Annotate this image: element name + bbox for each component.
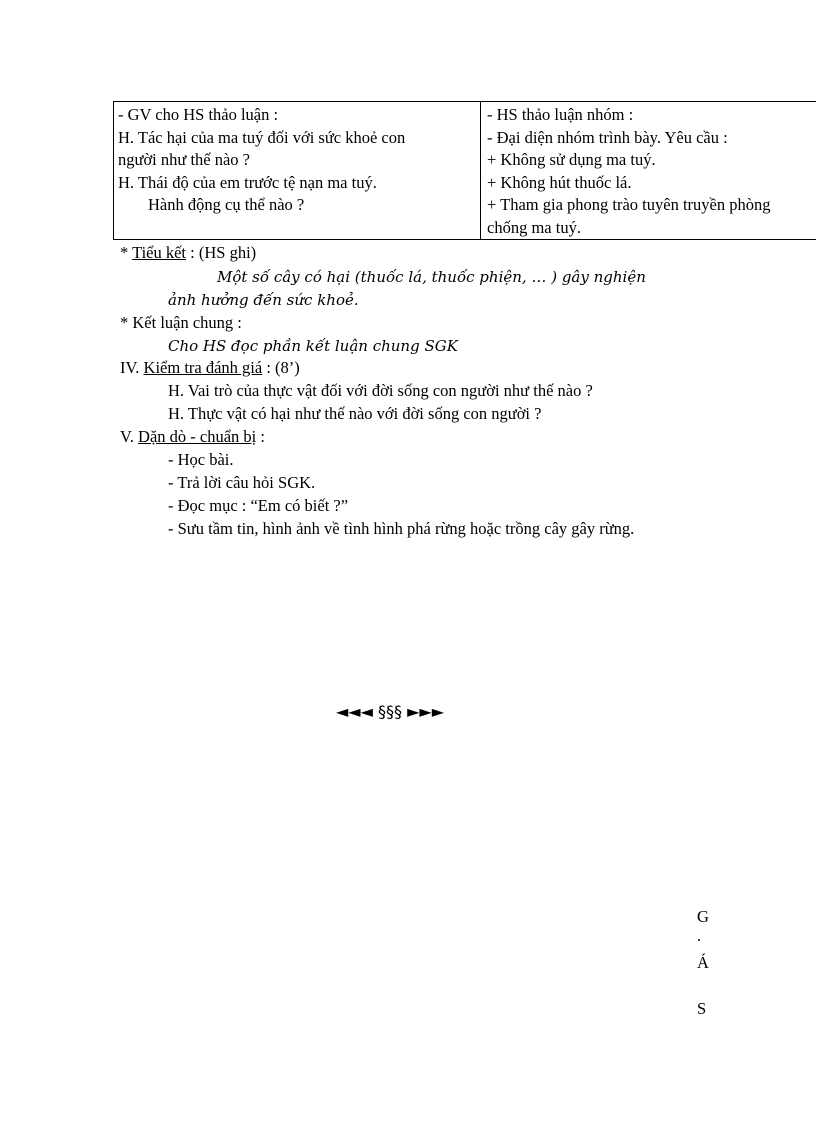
tieu-ket-heading: * Tiểu kết : (HS ghi) [120, 243, 257, 262]
dan-do-item: - Trả lời câu hỏi SGK. [168, 473, 316, 492]
side-letter [697, 975, 709, 998]
side-letter: Á [697, 953, 709, 972]
tieu-ket-label: Tiểu kết [132, 243, 187, 262]
kiem-tra-label: Kiểm tra đánh giá [143, 358, 263, 377]
student-line: - HS thảo luận nhóm : [487, 105, 634, 124]
student-column [481, 102, 816, 239]
teacher-line: người như thế nào ? [118, 150, 250, 170]
activity-table [113, 101, 816, 240]
student-line: chống ma tuý. [487, 217, 581, 237]
dan-do-heading: V. Dặn dò - chuẩn bị : [120, 427, 265, 446]
student-line: - Đại diện nhóm trình bày. Yêu cầu : [487, 127, 728, 147]
side-letter: . [697, 926, 702, 945]
ket-luan-heading: * Kết luận chung : [120, 313, 242, 332]
teacher-column [114, 102, 481, 239]
student-line: + Không hút thuốc lá. [487, 172, 632, 192]
teacher-line: H. Tác hại của ma tuý đối với sức khoẻ con [118, 127, 406, 147]
ket-luan-line: Cho HS đọc phần kết luận chung SGK [168, 337, 458, 355]
student-line: + Tham gia phong trào tuyên truyền phòng [487, 195, 771, 215]
student-line: + Không sử dụng ma tuý. [487, 150, 656, 170]
dan-do-label: Dặn dò - chuẩn bị [138, 427, 257, 446]
side-letters [697, 906, 709, 1021]
kiem-tra-question-2: H. Thực vật có hại như thế nào với đời sống con người ? [168, 404, 542, 423]
tieu-ket-line-2: ảnh hưởng đến sức khoẻ. [168, 291, 359, 309]
side-letter: S [697, 999, 707, 1018]
dan-do-item: - Sưu tầm tin, hình ảnh về tình hình phá rừng hoặc trồng cây gây rừng. [168, 519, 635, 538]
teacher-line: - GV cho HS thảo luận : [118, 105, 279, 124]
dan-do-item: - Đọc mục : “Em có biết ?” [168, 496, 349, 515]
teacher-line: Hành động cụ thể nào ? [148, 195, 305, 215]
teacher-line: H. Thái độ của em trước tệ nạn ma tuý. [118, 172, 377, 192]
kiem-tra-question-1: H. Vai trò của thực vật đối với đời sống con người như thế nào ? [168, 381, 593, 400]
tieu-ket-line-1: Một số cây có hại (thuốc lá, thuốc phiện, … ) gây nghiện [217, 268, 646, 286]
dan-do-item: - Học bài. [168, 450, 234, 469]
section-divider: ◄◄◄ §§§ ►►► [336, 702, 444, 721]
kiem-tra-heading: IV. Kiểm tra đánh giá : (8’) [120, 358, 300, 377]
side-letter: G [697, 907, 709, 926]
